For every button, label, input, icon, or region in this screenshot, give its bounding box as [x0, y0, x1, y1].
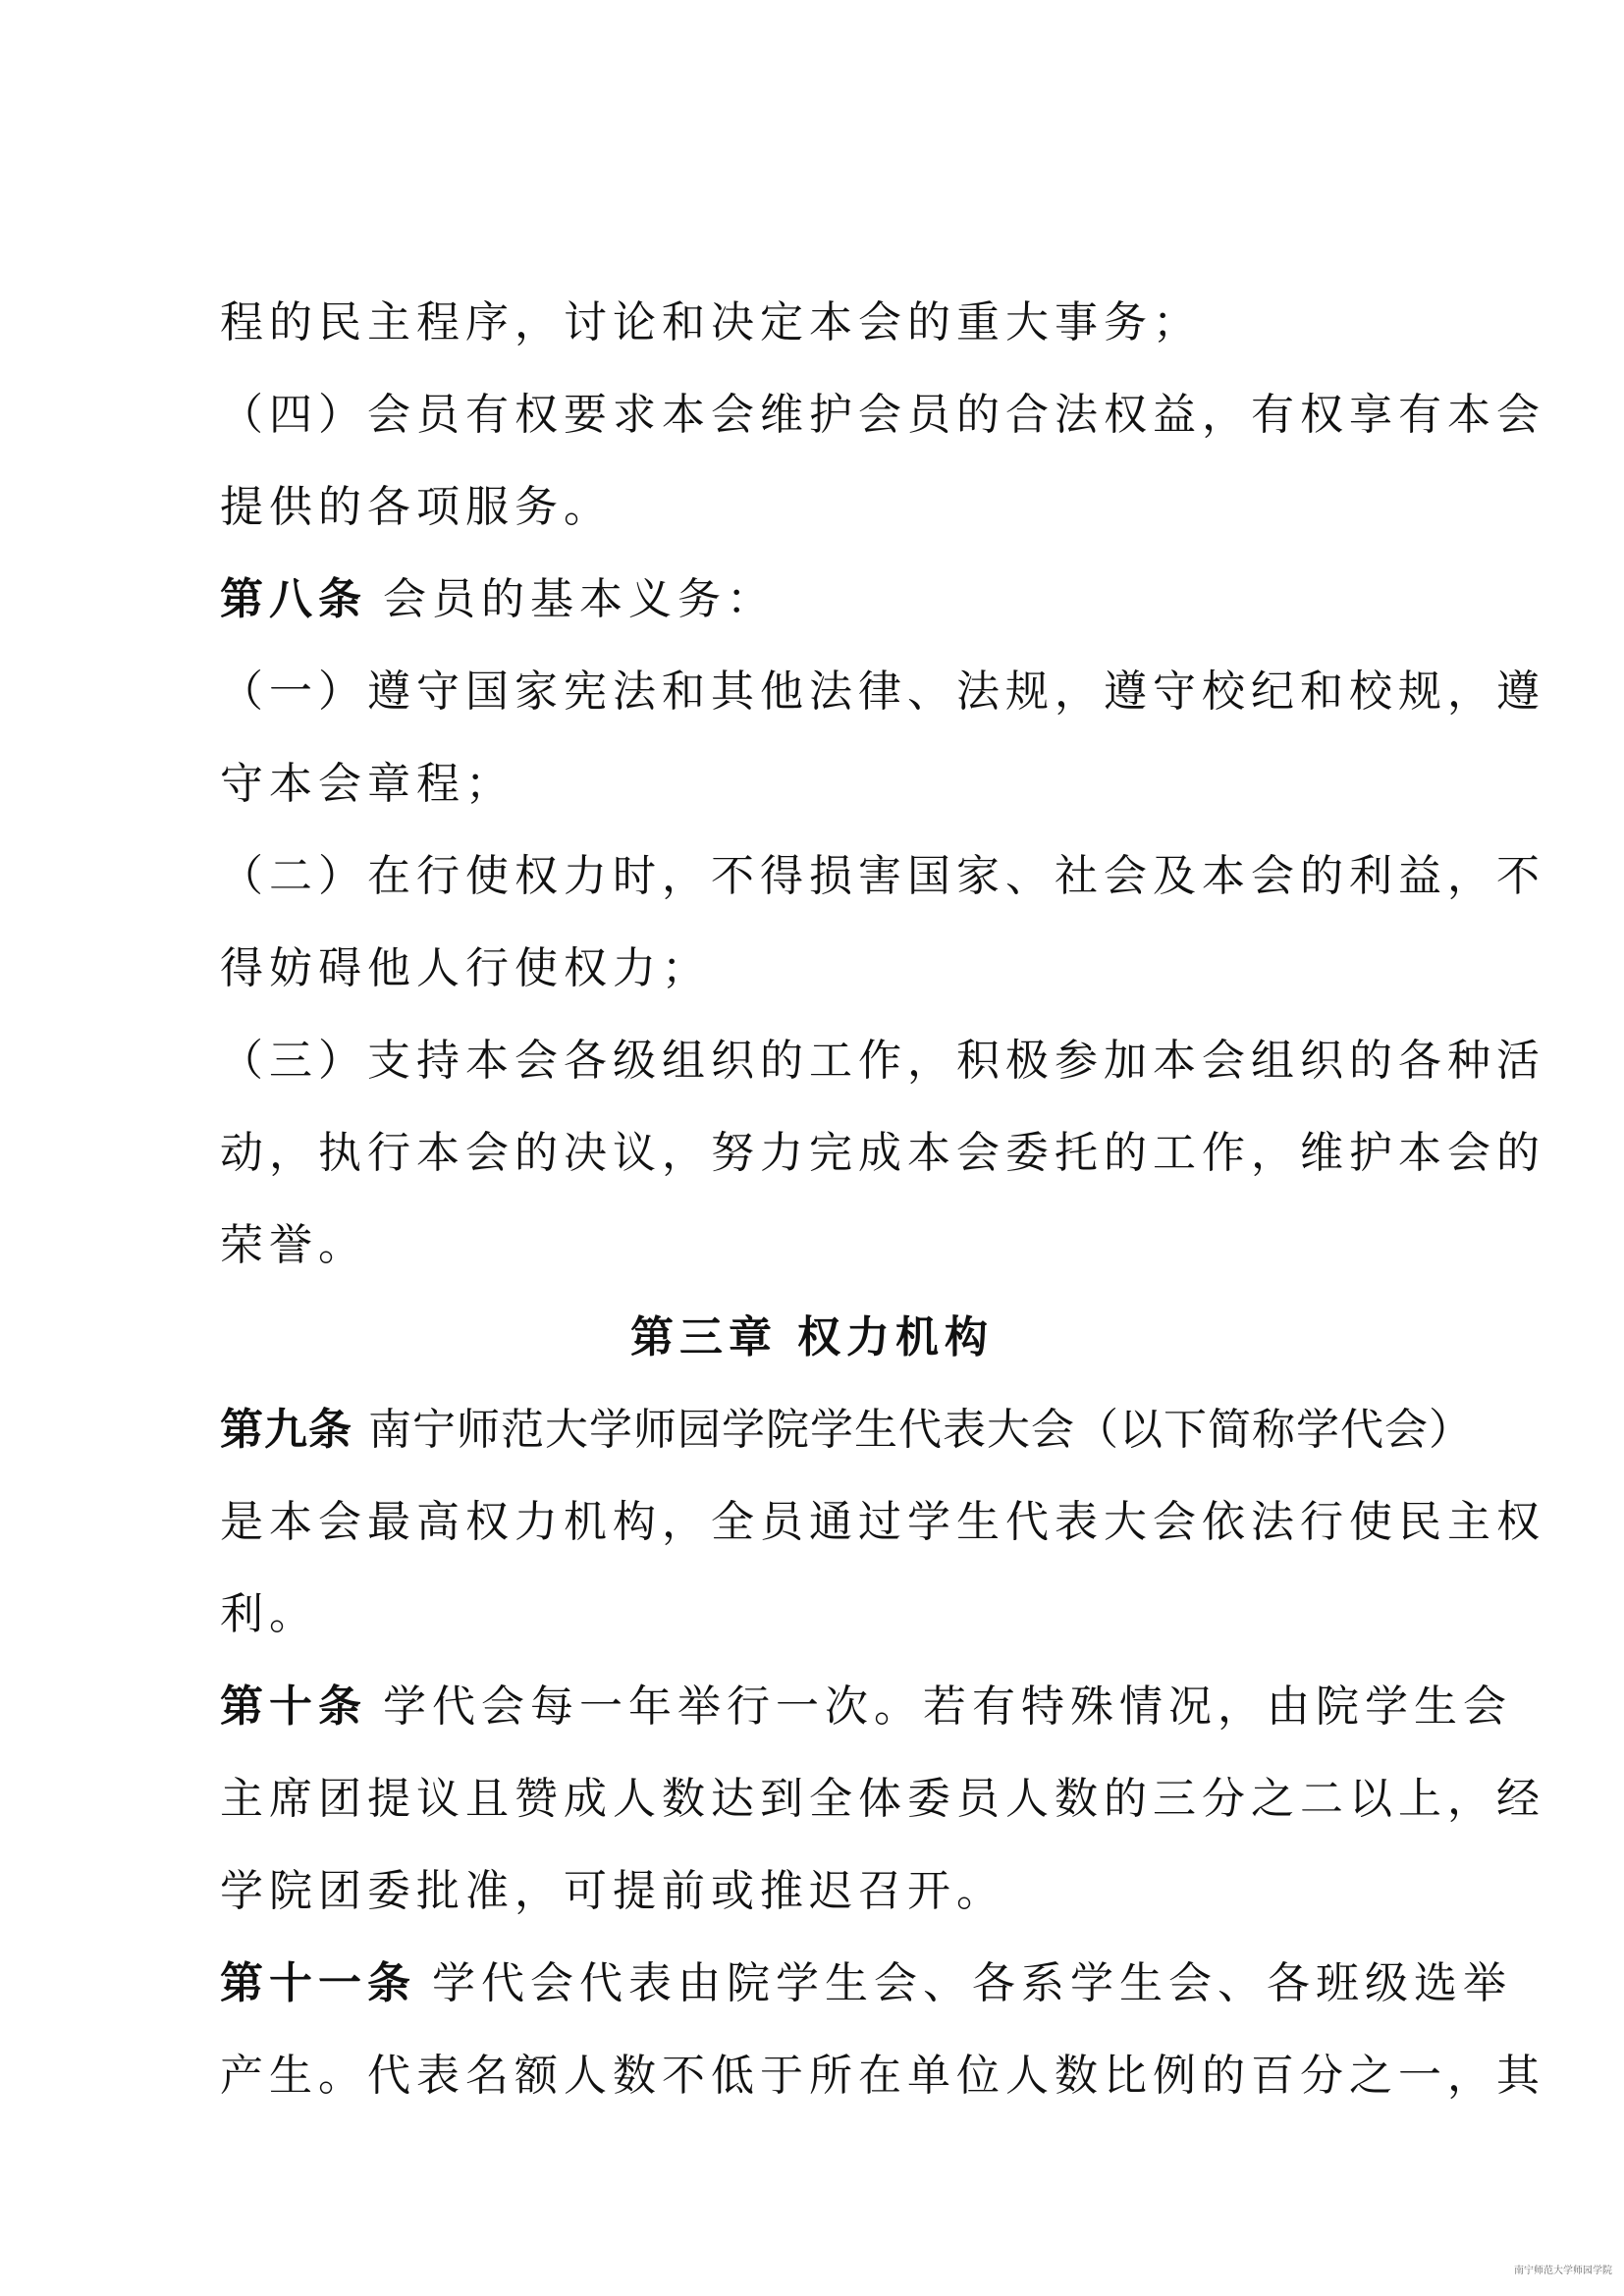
article-8-item: （二）在行使权力时，不得损害国家、社会及本会的利益，不 — [220, 851, 1545, 901]
footer-watermark: 南宁师范大学师园学院 — [1514, 2266, 1612, 2276]
article-8-item: （一）遵守国家宪法和其他法律、法规，遵守校纪和校规，遵 — [220, 667, 1545, 717]
chapter-heading — [0, 1312, 1624, 1362]
article-10 — [220, 1682, 1512, 1732]
chapter-title: 权力机构 — [797, 1312, 994, 1362]
body-line: （四）会员有权要求本会维护会员的合法权益，有权享有本会 — [220, 390, 1545, 440]
article-8-item: （三）支持本会各级组织的工作，积极参加本会组织的各种活 — [220, 1036, 1545, 1086]
article-8-item: 荣誉。 — [220, 1220, 367, 1270]
article-9-line: 是本会最高权力机构，全员通过学生代表大会依法行使民主权 — [220, 1497, 1545, 1547]
body-line: 提供的各项服务。 — [220, 482, 613, 532]
article-10-line: 主席团提议且赞成人数达到全体委员人数的三分之二以上，经 — [220, 1774, 1545, 1824]
article-label: 第十条 — [220, 1682, 367, 1732]
article-9 — [220, 1405, 1473, 1455]
chapter-number: 第三章 — [630, 1312, 778, 1362]
body-line: 程的民主程序，讨论和决定本会的重大事务； — [220, 297, 1202, 347]
article-text: 会员的基本义务： — [383, 574, 776, 624]
article-8-item: 守本会章程； — [220, 759, 514, 809]
article-8 — [220, 574, 776, 624]
article-8-item: 动，执行本会的决议，努力完成本会委托的工作，维护本会的 — [220, 1128, 1545, 1178]
article-11-line: 产生。代表名额人数不低于所在单位人数比例的百分之一，其 — [220, 2051, 1545, 2101]
article-11 — [220, 1958, 1512, 2008]
article-text: 南宁师范大学师园学院学生代表大会（以下简称学代会） — [368, 1405, 1473, 1455]
article-label: 第九条 — [220, 1405, 352, 1455]
article-text: 学代会代表由院学生会、各系学生会、各班级选举 — [432, 1958, 1512, 2008]
article-label: 第十一条 — [220, 1958, 416, 2008]
article-label: 第八条 — [220, 574, 367, 624]
article-text: 学代会每一年举行一次。若有特殊情况，由院学生会 — [383, 1682, 1512, 1732]
article-8-item: 得妨碍他人行使权力； — [220, 943, 711, 993]
article-9-line: 利。 — [220, 1589, 318, 1639]
article-10-line: 学院团委批准，可提前或推迟召开。 — [220, 1866, 1005, 1916]
